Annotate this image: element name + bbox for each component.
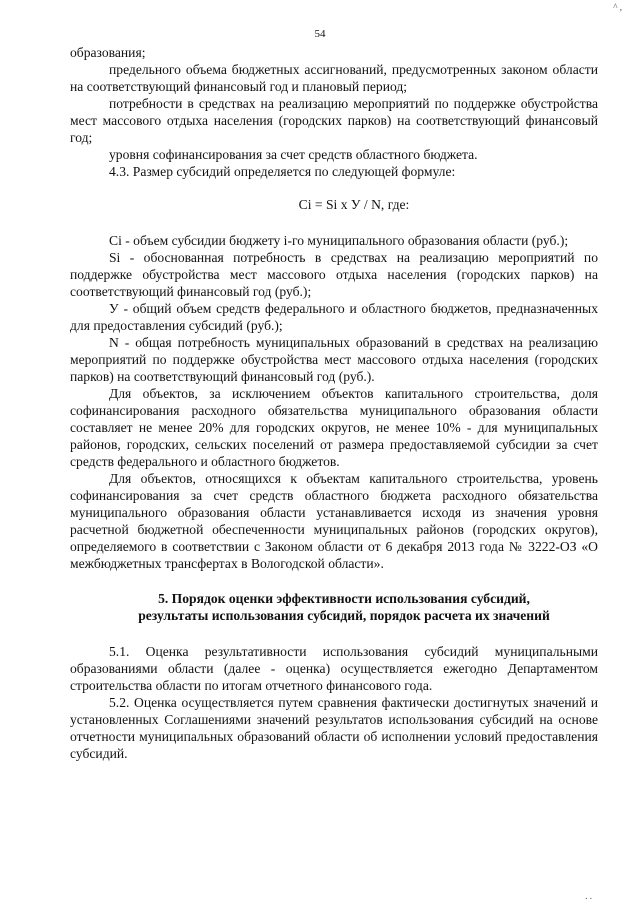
paragraph: образования;: [70, 45, 146, 60]
formula: Ci = Si x У / N, где:: [298, 197, 410, 212]
section-heading-line: 5. Порядок оценки эффективности использования субсидий,: [158, 591, 530, 606]
paragraph: Для объектов, за исключением объектов капитального строительства, доля софинансирования расходного обязательства муниципального образования области составляет не менее 20% для городских округов, не менее 10% - для муниципальных районов, городских, сельских поселений от размера предоставляемой субсидии за счет средств федерального и областного бюджетов.: [70, 386, 598, 469]
paragraph: предельного объема бюджетных ассигнований, предусмотренных законом области на соответствующий финансовый год и плановый период;: [70, 62, 598, 94]
scan-mark-top: ^ ,: [613, 2, 622, 12]
section-heading: [70, 590, 598, 624]
document-body: [70, 44, 598, 762]
paragraph: уровня софинансирования за счет средств областного бюджета.: [109, 147, 478, 162]
paragraph: 5.2. Оценка осуществляется путем сравнения фактически достигнутых значений и установленных Соглашениями значений результатов использования субсидий на основе отчетности муниципальных образований области об исполнении условий предоставления субсидий.: [70, 695, 598, 761]
paragraph: 5.1. Оценка результативности использования субсидий муниципальными образованиями области (далее - оценка) осуществляется ежегодно Департаментом строительства области по итогам отчетного финансового года.: [70, 644, 598, 693]
page-number: 54: [314, 28, 326, 40]
section-heading-line: результаты использования субсидий, порядок расчета их значений: [138, 608, 550, 623]
scan-mark-bottom: . .: [585, 891, 592, 901]
paragraph: Si - обоснованная потребность в средствах на реализацию мероприятий по поддержке обустройства мест массового отдыха населения (городских парков) на соответствующий финансовый год (руб.);: [70, 250, 598, 299]
paragraph: потребности в средствах на реализацию мероприятий по поддержке обустройства мест массового отдыха населения (городских парков) на соответствующий финансовый год;: [70, 96, 598, 145]
paragraph: 4.3. Размер субсидий определяется по следующей формуле:: [109, 164, 456, 179]
paragraph: N - общая потребность муниципальных образований в средствах на реализацию мероприятий по поддержке обустройства мест массового отдыха населения (городских парков) на соответствующий финансовый год (руб.).: [70, 335, 598, 384]
paragraph: Ci - объем субсидии бюджету i-го муниципального образования области (руб.);: [109, 233, 569, 248]
paragraph: Для объектов, относящихся к объектам капитального строительства, уровень софинансирования за счет средств областного бюджета расходного обязательства муниципального образования области устанавливается исходя из значения уровня расчетной бюджетной обеспеченности муниципальных районов (городских округов), определяемого в соответствии с Законом области от 6 декабря 2013 года № 3222-ОЗ «О межбюджетных трансфертах в Вологодской области».: [70, 471, 598, 571]
paragraph: У - общий объем средств федерального и областного бюджетов, предназначенных для предоставления субсидий (руб.);: [70, 301, 598, 333]
